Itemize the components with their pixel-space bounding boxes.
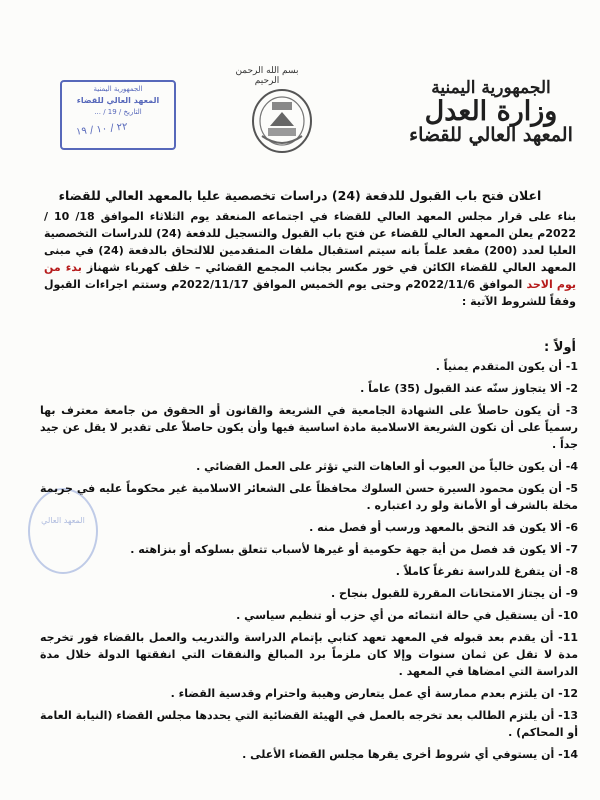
condition-item: 8- أن يتفرغ للدراسة تفرغاً كاملاً .	[395, 565, 578, 578]
intro-paragraph	[44, 208, 576, 310]
condition-item: 14- أن يستوفي أي شروط أخرى يقرها مجلس القضاء الأعلى .	[242, 748, 578, 761]
stamp-number: ٢٢ / ١٠ / ١٩	[75, 121, 129, 138]
intro-highlight: بدء من يوم الاحد	[44, 261, 576, 291]
letterhead-ministry: وزارة العدل	[424, 95, 558, 127]
condition-item: 10- أن يستقيل في حالة انتمائه من أي حزب أو تنظيم سياسي .	[236, 609, 578, 622]
condition-item: 9- أن يجتاز الامتحانات المقررة للقبول بنجاح .	[331, 587, 578, 600]
condition-item: 13- أن يلتزم الطالب بعد تخرجه بالعمل في الهيئة القضائية التي يحددها مجلس القضاء (النيابة العامة أو المحاكم) .	[40, 709, 578, 739]
stamp-line-3: التاريخ / 19 / ...	[94, 108, 142, 116]
section-label: أولاً :	[544, 340, 576, 355]
letterhead-country: الجمهورية اليمنية	[431, 78, 551, 98]
intro-part-1: بناء على قرار مجلس المعهد العالي للقضاء في اجتماعه المنعقد يوم الثلاثاء الموافق 18/ 10 / 2022م يعلن المعهد العالي للقضاء عن فتح باب القبول والتسجيل للدفعة (24) للدراسات التخصصية العليا لعدد (200) مقعد علماً بانه سيتم استقبال ملفات المتقدمين للالتحاق بالدفعة (24) في مبنى المعهد العالي للقضاء الكائن في خور مكسر بجانب المجمع القضائي – خلف كهرباء شهناز	[44, 210, 576, 274]
announcement-title: اعلان فتح باب القبول للدفعة (24) دراسات تخصصية عليا بالمعهد العالي للقضاء	[58, 188, 542, 203]
basmala: بسم الله الرحمن الرحيم	[235, 66, 299, 86]
condition-item: 3- أن يكون حاصلاً على الشهادة الجامعية في الشريعة والقانون أو الحقوق من جامعة معترف بها رسمياً على أن تكون الشريعة الاسلامية مادة اساسية فيها وأن يكون حاصلاً على تقدير لا يقل عن جيد جداً .	[40, 404, 578, 451]
condition-item: 4- أن يكون خالياً من العيوب أو العاهات التي تؤثر على العمل القضائي .	[196, 460, 578, 473]
condition-item: 7- ألا يكون قد فصل من أية جهة حكومية أو غيرها لأسباب تتعلق بسلوكه أو بنزاهته .	[130, 543, 578, 556]
condition-item: 12- ان يلتزم بعدم ممارسة أي عمل يتعارض وهيبة واحترام وقدسية القضاء .	[170, 687, 578, 700]
round-seal-text: المعهد العالي	[41, 516, 85, 525]
official-stamp	[60, 80, 176, 150]
letterhead-institute: المعهد العالي للقضاء	[409, 124, 573, 147]
stamp-line-1: الجمهورية اليمنية	[93, 85, 143, 93]
condition-item: 1- أن يكون المتقدم يمنياً .	[435, 360, 578, 373]
intro-part-2: الموافق 2022/11/6م وحتى يوم الخميس الموافق 2022/11/17م وستتم اجراءات القبول وفقاً للشروط الآتية :	[44, 278, 576, 308]
letterhead	[396, 80, 586, 146]
emblem-icon	[250, 88, 314, 154]
condition-item: 2- ألا يتجاوز سنّه عند القبول (35) عاماً .	[360, 382, 578, 395]
condition-item: 5- أن يكون محمود السيرة حسن السلوك محافظاً على الشعائر الاسلامية غير محكوماً عليه في جريمة مخلة بالشرف أو الأمانة ولو رد اعتباره .	[40, 482, 578, 512]
condition-item: 11- أن يقدم بعد قبوله في المعهد تعهد كتابي بإتمام الدراسة والتدريب والعمل بالقضاء فور تخرجه مدة لا تقل عن ثمان سنوات وإلا كان ملزماً برد المبالغ والنفقات التي انفقتها الدولة خلال مدة الدراسة التي امضاها في المعهد .	[40, 631, 578, 678]
condition-item: 6- ألا يكون قد التحق بالمعهد ورسب أو فصل منه .	[309, 521, 578, 534]
conditions-list	[40, 358, 578, 768]
stamp-line-2: المعهد العالي للقضاء	[76, 96, 160, 105]
